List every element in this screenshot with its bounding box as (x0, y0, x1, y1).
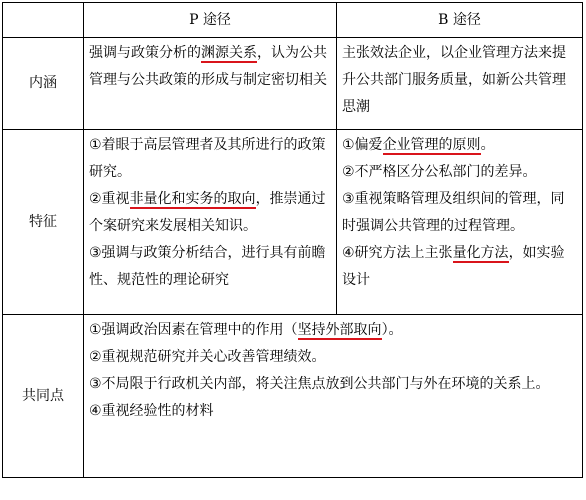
list-item (89, 317, 577, 344)
text: ，如实验设计 (342, 245, 565, 288)
header-corner (3, 3, 84, 38)
list-item (89, 186, 331, 240)
highlighted-text: 量化方法 (452, 245, 509, 261)
cell-tezheng-p (84, 130, 337, 315)
highlighted-text: 非量化和实务的取向 (129, 191, 256, 207)
list-item: ②重视规范研究并关心改善管理绩效。 (89, 349, 326, 365)
row-label-gongtong: 共同点 (3, 315, 84, 478)
row-label-tezheng: 特征 (3, 130, 84, 315)
cell-neihan-b: 主张效法企业，以企业管理方法来提升公共部门服务质量，如新公共管理思潮 (337, 38, 583, 130)
list-item: ②不严格区分公私部门的差异。 (342, 164, 537, 180)
header-p-approach: P 途径 (84, 3, 337, 38)
text: 。 (480, 137, 495, 153)
list-item: ①着眼于高层管理者及其所进行的政策研究。 (89, 137, 326, 180)
list-item (342, 240, 577, 294)
row-tezheng (3, 130, 583, 315)
header-b-approach: B 途径 (337, 3, 583, 38)
row-neihan (3, 38, 583, 130)
highlighted-text: 企业管理的原则 (382, 137, 481, 153)
cell-gongtong (84, 315, 583, 478)
list-item: ④重视经验性的材料 (89, 403, 214, 419)
header-row (3, 3, 583, 38)
list-item: ③重视策略管理及组织间的管理，同时强调公共管理的过程管理。 (342, 191, 565, 234)
cell-neihan-p (84, 38, 337, 130)
row-gongtong (3, 315, 583, 478)
list-item: ③不局限于行政机关内部，将关注焦点放到公共部门与外在环境的关系上。 (89, 376, 550, 392)
row-label-neihan: 内涵 (3, 38, 84, 130)
list-item (342, 132, 577, 159)
text: 强调与政策分析的 (89, 45, 201, 61)
text: ，认为公共管理与公共政策的形成与制定密切相关 (89, 45, 327, 88)
text: ④研究方法上主张 (342, 245, 453, 261)
highlighted-text: 坚持外部取向 (297, 322, 382, 338)
list-item: ③强调与政策分析结合，进行具有前瞻性、规范性的理论研究 (89, 245, 326, 288)
cell-tezheng-b (337, 130, 583, 315)
text: ②重视 (89, 191, 130, 207)
text: ，推崇通过个案研究来发展相关知识。 (89, 191, 326, 234)
highlighted-text: 渊源关系 (201, 45, 257, 61)
text: ①偏爱 (342, 137, 383, 153)
comparison-table (2, 2, 583, 478)
text: ①强调政治因素在管理中的作用（ (89, 322, 298, 338)
text: ）。 (381, 322, 403, 338)
